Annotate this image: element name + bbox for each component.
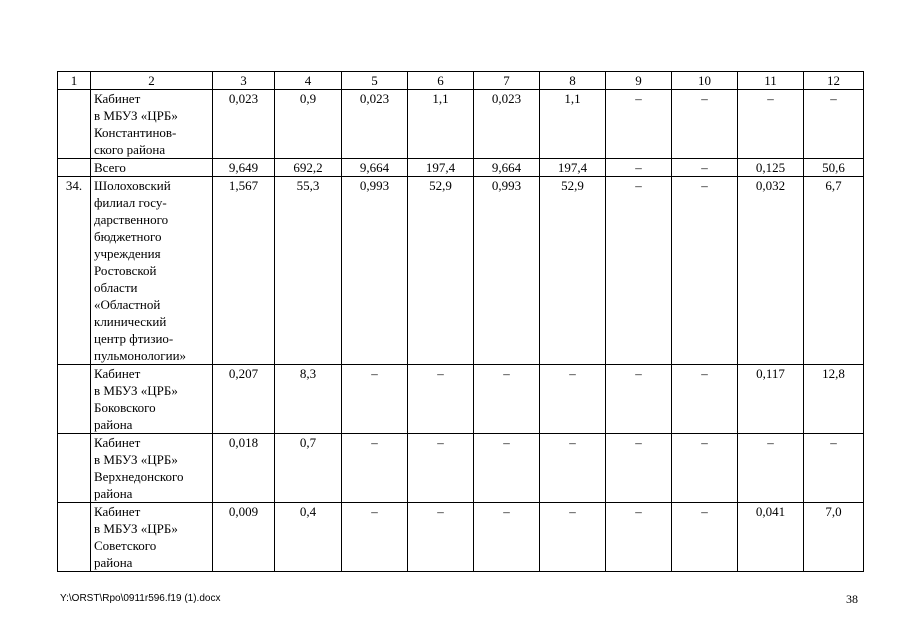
value-cell: 55,3 — [275, 177, 342, 365]
value-cell: 1,567 — [213, 177, 275, 365]
row-number-cell — [58, 90, 91, 159]
value-cell: 0,018 — [213, 434, 275, 503]
row-name-cell: Кабинет в МБУЗ «ЦРБ» Боковского района — [91, 365, 213, 434]
value-cell: 52,9 — [540, 177, 606, 365]
value-cell: – — [672, 434, 738, 503]
value-cell: 0,117 — [738, 365, 804, 434]
header-cell: 5 — [342, 72, 408, 90]
value-cell: 9,664 — [474, 159, 540, 177]
value-cell: 1,1 — [408, 90, 474, 159]
row-number-cell — [58, 434, 91, 503]
value-cell: – — [804, 434, 864, 503]
value-cell: 0,9 — [275, 90, 342, 159]
value-cell: – — [540, 503, 606, 572]
value-cell: – — [342, 503, 408, 572]
value-cell: – — [738, 90, 804, 159]
header-cell: 8 — [540, 72, 606, 90]
header-cell: 3 — [213, 72, 275, 90]
value-cell: – — [606, 177, 672, 365]
value-cell: – — [474, 365, 540, 434]
data-table — [57, 71, 864, 572]
value-cell: 0,7 — [275, 434, 342, 503]
row-name-cell: Кабинет в МБУЗ «ЦРБ» Константинов- ского района — [91, 90, 213, 159]
row-number-cell — [58, 365, 91, 434]
value-cell: 52,9 — [408, 177, 474, 365]
value-cell: – — [606, 503, 672, 572]
value-cell: – — [738, 434, 804, 503]
value-cell: – — [408, 503, 474, 572]
row-number-cell: 34. — [58, 177, 91, 365]
value-cell: 197,4 — [408, 159, 474, 177]
table-row — [58, 434, 864, 503]
value-cell: – — [342, 365, 408, 434]
value-cell: 0,041 — [738, 503, 804, 572]
value-cell: – — [606, 434, 672, 503]
value-cell: – — [672, 90, 738, 159]
value-cell: 0,125 — [738, 159, 804, 177]
value-cell: – — [606, 90, 672, 159]
value-cell: – — [672, 177, 738, 365]
value-cell: 12,8 — [804, 365, 864, 434]
value-cell: 0,032 — [738, 177, 804, 365]
value-cell: – — [606, 159, 672, 177]
table-row — [58, 159, 864, 177]
value-cell: 8,3 — [275, 365, 342, 434]
header-cell: 2 — [91, 72, 213, 90]
row-name-cell: Кабинет в МБУЗ «ЦРБ» Советского района — [91, 503, 213, 572]
value-cell: – — [474, 503, 540, 572]
row-name-cell: Шолоховский филиал госу- дарственного бюджетного учреждения Ростовской области «Областной клинический центр фтизио- пульмонологии» — [91, 177, 213, 365]
value-cell: 0,993 — [342, 177, 408, 365]
row-name-cell: Всего — [91, 159, 213, 177]
value-cell: – — [540, 434, 606, 503]
value-cell: 9,649 — [213, 159, 275, 177]
value-cell: 0,009 — [213, 503, 275, 572]
header-cell: 11 — [738, 72, 804, 90]
table-header-row — [58, 72, 864, 90]
row-name-cell: Кабинет в МБУЗ «ЦРБ» Верхнедонского района — [91, 434, 213, 503]
value-cell: 50,6 — [804, 159, 864, 177]
value-cell: 0,207 — [213, 365, 275, 434]
value-cell: – — [804, 90, 864, 159]
value-cell: – — [672, 503, 738, 572]
footer-file-path: Y:\ORST\Rpo\0911r596.f19 (1).docx — [60, 593, 221, 604]
header-cell: 9 — [606, 72, 672, 90]
table-row — [58, 90, 864, 159]
header-cell: 4 — [275, 72, 342, 90]
table-row — [58, 177, 864, 365]
value-cell: 0,023 — [213, 90, 275, 159]
value-cell: 1,1 — [540, 90, 606, 159]
value-cell: 0,993 — [474, 177, 540, 365]
row-number-cell — [58, 159, 91, 177]
value-cell: – — [408, 365, 474, 434]
header-cell: 10 — [672, 72, 738, 90]
value-cell: – — [672, 159, 738, 177]
value-cell: – — [606, 365, 672, 434]
value-cell: – — [342, 434, 408, 503]
header-cell: 1 — [58, 72, 91, 90]
header-cell: 7 — [474, 72, 540, 90]
value-cell: 0,023 — [342, 90, 408, 159]
value-cell: – — [408, 434, 474, 503]
table-row — [58, 365, 864, 434]
value-cell: 197,4 — [540, 159, 606, 177]
value-cell: 7,0 — [804, 503, 864, 572]
value-cell: – — [540, 365, 606, 434]
value-cell: 6,7 — [804, 177, 864, 365]
row-number-cell — [58, 503, 91, 572]
page-number: 38 — [846, 592, 858, 606]
value-cell: – — [474, 434, 540, 503]
header-cell: 6 — [408, 72, 474, 90]
value-cell: 0,023 — [474, 90, 540, 159]
value-cell: – — [672, 365, 738, 434]
table-row — [58, 503, 864, 572]
value-cell: 692,2 — [275, 159, 342, 177]
header-cell: 12 — [804, 72, 864, 90]
value-cell: 0,4 — [275, 503, 342, 572]
value-cell: 9,664 — [342, 159, 408, 177]
